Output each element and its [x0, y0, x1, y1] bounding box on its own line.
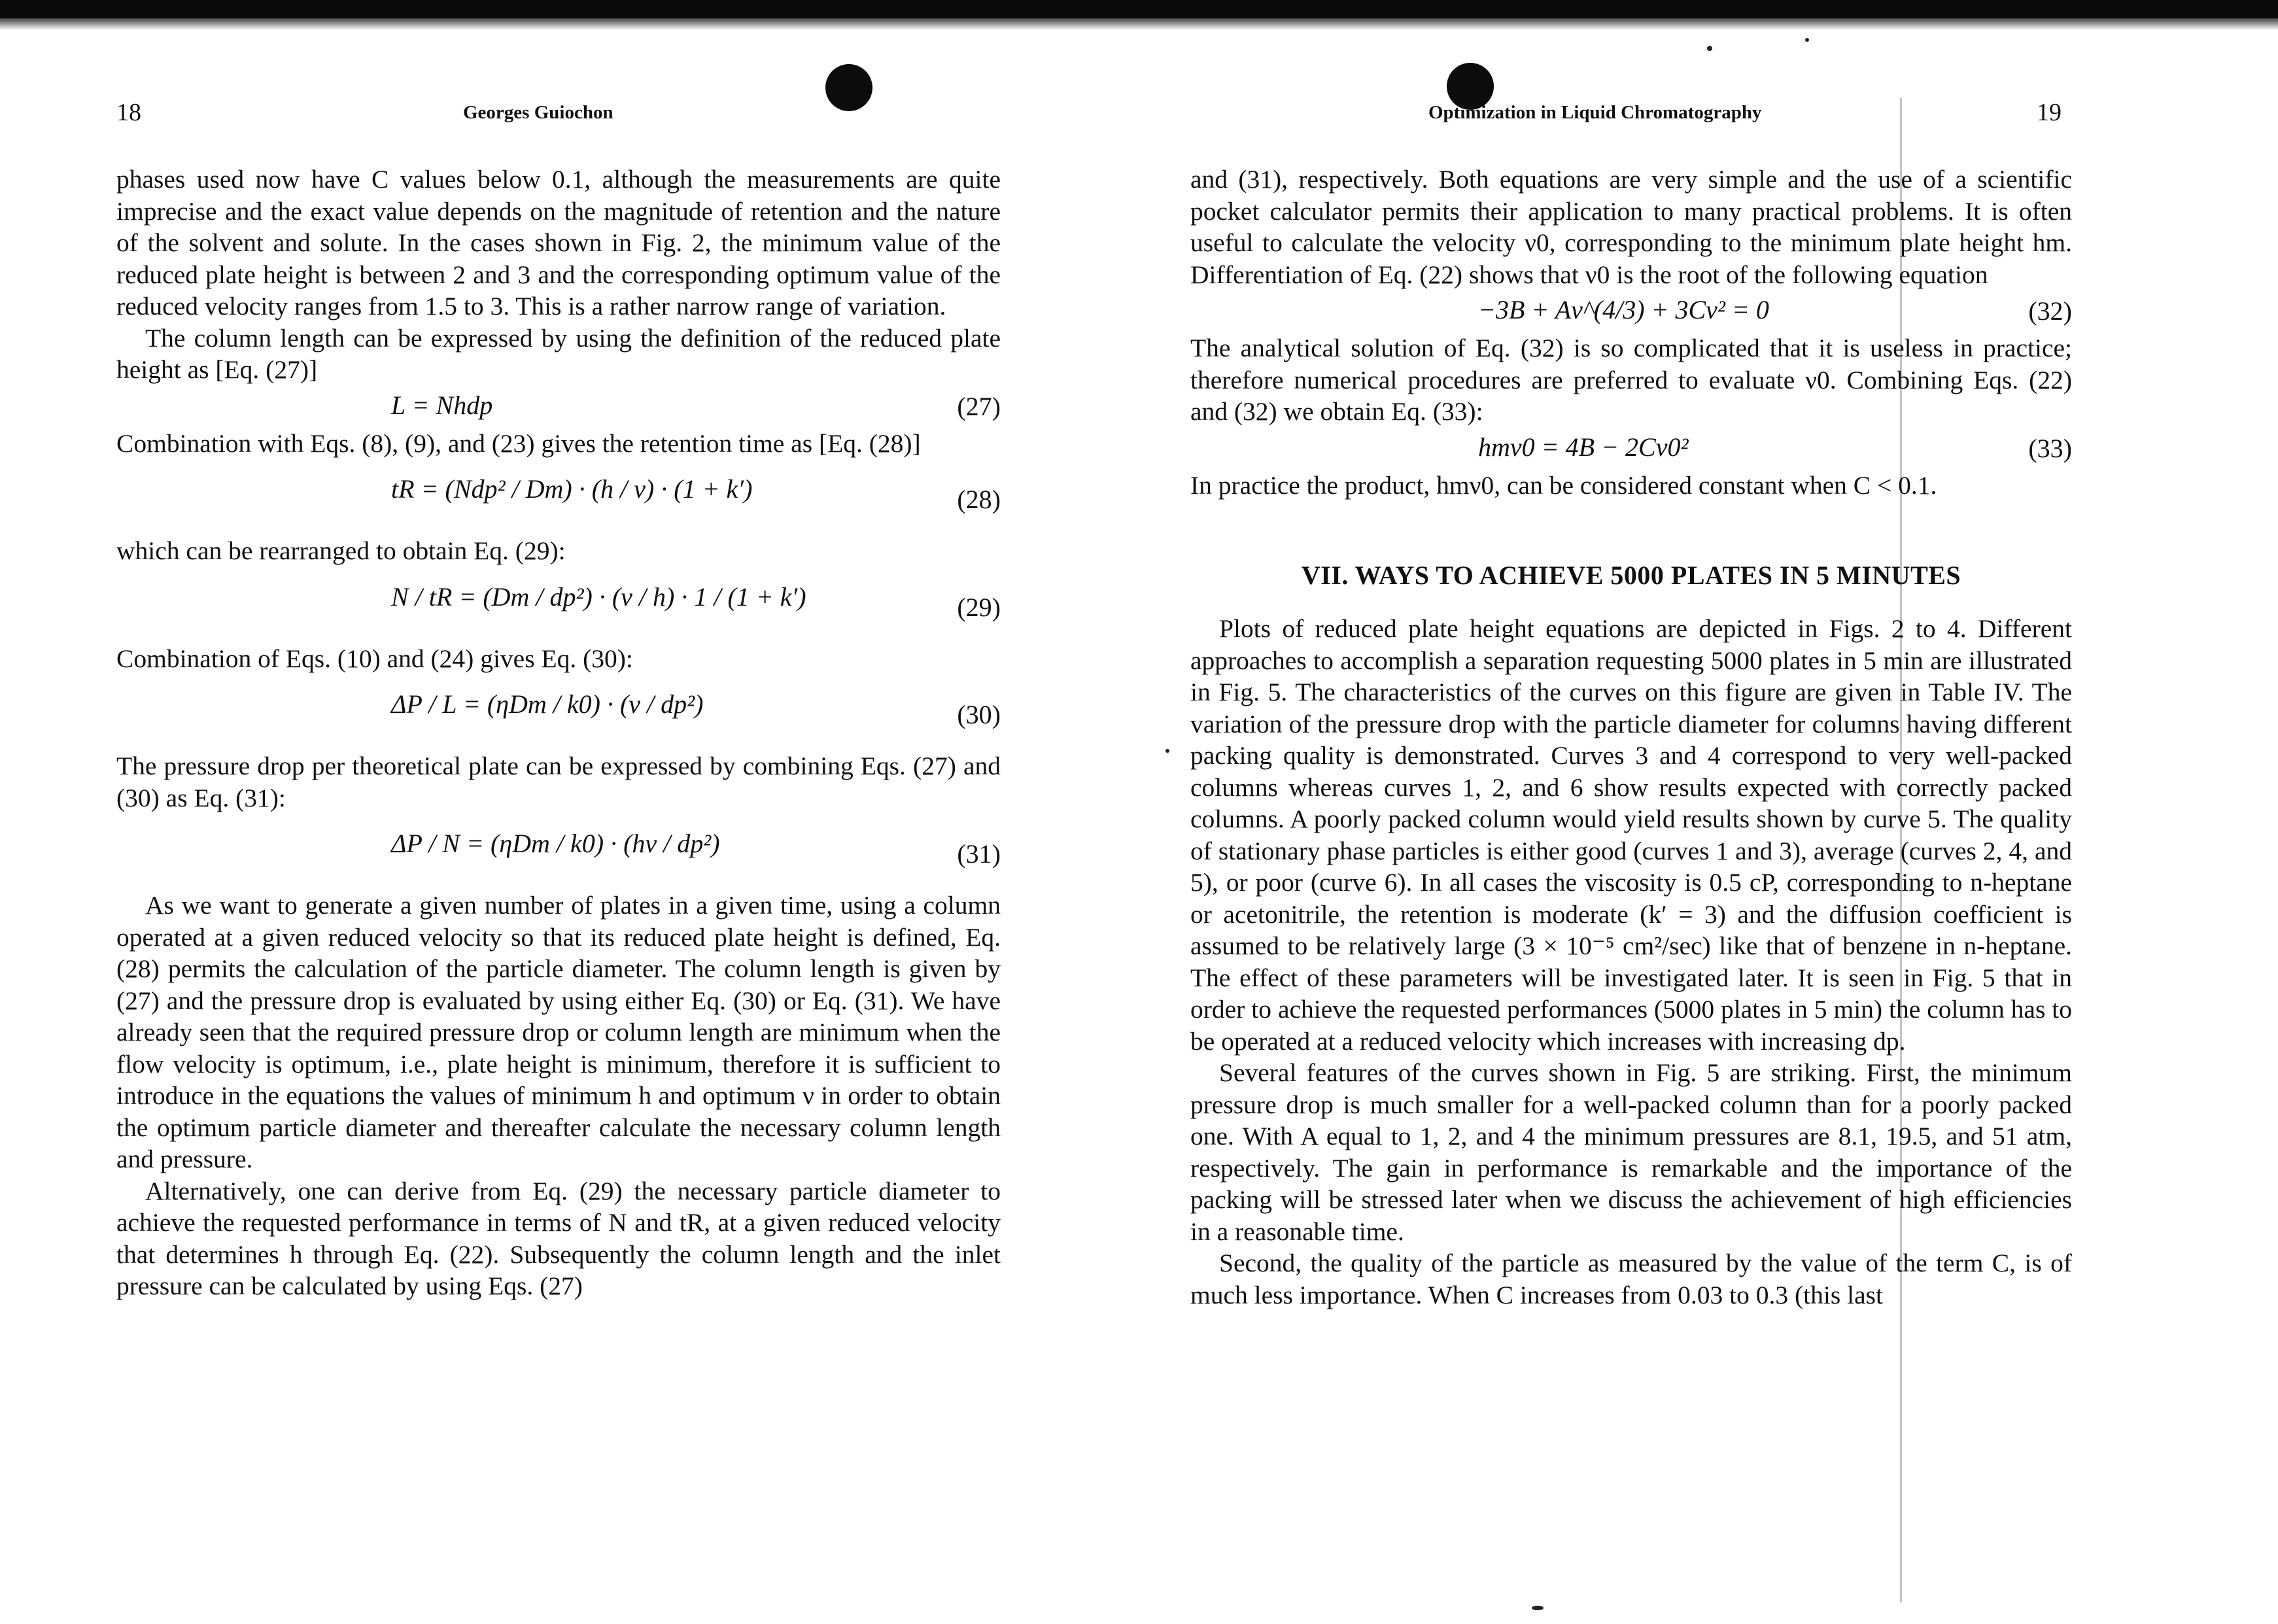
equation: [116, 567, 1001, 643]
equation-number: (28): [957, 485, 1001, 514]
paragraph: The column length can be expressed by using the definition of the reduced plate height as [Eq. (27)]: [116, 323, 1001, 384]
paragraph: Plots of reduced plate height equations are depicted in Figs. 2 to 4. Different approaches to accomplish a separation requesting 5000 plates in 5 min are illustrated in Fig. 5. The characteristics of the curves on this figure are given in Table IV. The variation of the pressure drop with the particle diameter for columns having different packing quality is demonstrated. Curves 3 and 4 correspond to very well-packed columns whereas curves 1, 2, and 6 show results expected with correctly packed columns. A poorly packed column would yield results shown by curve 5. The quality of stationary phase particles is either good (curves 1 and 3), average (curves 2, 4, and 5), or poor (curve 6). In all cases the viscosity is 0.5 cP, corresponding to n-heptane or acetonitrile, the retention is moderate (k′ = 3) and the diffusion coefficient is assumed to be relatively large (3 × 10⁻⁵ cm²/sec) like that of benzene in n-heptane. The effect of these parameters will be investigated later. It is seen in Fig. 5 that in order to achieve the requested performances (5000 plates in 5 min) the column has to be operated at a reduced velocity which increases with increasing dp.: [1190, 614, 2072, 1056]
paragraph: and (31), respectively. Both equations are very simple and the use of a scientific pocket calculator permits their application to many practical problems. It is often useful to calculate the velocity ν0, corresponding to the minimum plate height hm. Differentiation of Eq. (22) shows that ν0 is the root of the following equation: [1190, 165, 2072, 289]
left-page: [116, 98, 1001, 1302]
equation: [1190, 428, 2072, 470]
scan-speck: [1707, 46, 1712, 51]
right-page: [1190, 98, 2072, 1311]
paragraph: Second, the quality of the particle as measured by the value of the term C, is of much less importance. When C increases from 0.03 to 0.3 (this last: [1190, 1249, 2072, 1309]
equation: [1190, 290, 2072, 332]
scan-top-shadow: [0, 18, 2278, 30]
running-head: Optimization in Liquid Chromatography: [1428, 102, 1762, 123]
equation-expression: ΔP / L = (ηDm / k0) · (ν / dp²): [391, 689, 704, 719]
left-page-header: [116, 98, 1001, 137]
scan-speck: [1532, 1606, 1544, 1610]
paragraph: which can be rearranged to obtain Eq. (29):: [116, 536, 566, 565]
equation-number: (27): [957, 391, 1001, 421]
left-page-body: [116, 164, 1001, 1302]
equation: [116, 386, 1001, 428]
scan-speck: [1805, 38, 1809, 42]
paragraph: phases used now have C values below 0.1, although the measurements are quite imprecise and the exact value depends on the magnitude of retention and the nature of the solvent and solute. In the cases shown in Fig. 2, the minimum value of the reduced plate height is between 2 and 3 and the corresponding optimum value of the reduced velocity ranges from 1.5 to 3. This is a rather narrow range of variation.: [116, 165, 1001, 320]
equation-expression: N / tR = (Dm / dp²) · (ν / h) · 1 / (1 + k′): [391, 581, 806, 612]
paragraph: Alternatively, one can derive from Eq. (29) the necessary particle diameter to achieve the requested performance in terms of N and tR, at a given reduced velocity that determines h through Eq. (22). Subsequently the column length and the inlet pressure can be calculated by using Eqs. (27): [116, 1176, 1001, 1300]
equation: [116, 459, 1001, 535]
paragraph: Several features of the curves shown in Fig. 5 are striking. First, the minimum pressure drop is much smaller for a well-packed column than for a poorly packed one. With A equal to 1, 2, and 4 the minimum pressures are 8.1, 19.5, and 51 atm, respectively. The gain in performance is remarkable and the importance of the packing will be stressed later when we discuss the achievement of high efficiencies in a reasonable time.: [1190, 1058, 2072, 1246]
scan-speck: [1165, 749, 1169, 753]
page-number: 19: [2037, 99, 2062, 126]
paragraph: The analytical solution of Eq. (32) is so complicated that it is useless in practice; therefore numerical procedures are preferred to evaluate ν0. Combining Eqs. (22) and (32) we obtain Eq. (33):: [1190, 334, 2072, 426]
equation: [116, 814, 1001, 890]
paragraph: Combination with Eqs. (8), (9), and (23) gives the retention time as [Eq. (28)]: [116, 428, 921, 458]
paragraph: The pressure drop per theoretical plate can be expressed by combining Eqs. (27) and (30) as Eq. (31):: [116, 752, 1001, 812]
right-page-body: [1190, 164, 2072, 1311]
paragraph: In practice the product, hmν0, can be considered constant when C < 0.1.: [1190, 470, 1937, 500]
equation-expression: L = Nhdp: [391, 390, 493, 420]
equation-expression: hmν0 = 4B − 2Cν0²: [1478, 432, 1689, 462]
paragraph: As we want to generate a given number of plates in a given time, using a column operated at a given reduced velocity so that its reduced plate height is defined, Eq. (28) permits the calculation of the particle diameter. The column length is given by (27) and the pressure drop is evaluated by using either Eq. (30) or Eq. (31). We have already seen that the required pressure drop or column length are minimum when the flow velocity is optimum, i.e., plate height is minimum, therefore it is sufficient to introduce in the equations the values of minimum h and optimum ν in order to obtain the optimum particle diameter and thereafter calculate the necessary column length and pressure.: [116, 891, 1001, 1173]
equation-expression: tR = (Ndp² / Dm) · (h / ν) · (1 + k′): [391, 474, 753, 504]
right-page-header: [1190, 98, 2072, 137]
running-head: Georges Guiochon: [463, 102, 613, 123]
page-number: 18: [116, 99, 141, 126]
equation: [116, 674, 1001, 750]
equation-expression: ΔP / N = (ηDm / k0) · (hν / dp²): [391, 829, 720, 858]
equation-number: (33): [2028, 433, 2072, 463]
equation-number: (30): [957, 700, 1001, 729]
paragraph: Combination of Eqs. (10) and (24) gives Eq. (30):: [116, 644, 633, 673]
section-gap: [1190, 501, 2072, 560]
scan-top-border: [0, 0, 2278, 18]
equation-expression: −3B + Aν^(4/3) + 3Cν² = 0: [1478, 295, 1769, 324]
equation-number: (29): [957, 592, 1001, 622]
section-heading: VII. WAYS TO ACHIEVE 5000 PLATES IN 5 MINUTES: [1301, 561, 1961, 590]
equation-number: (31): [957, 839, 1001, 869]
equation-number: (32): [2028, 296, 2072, 326]
